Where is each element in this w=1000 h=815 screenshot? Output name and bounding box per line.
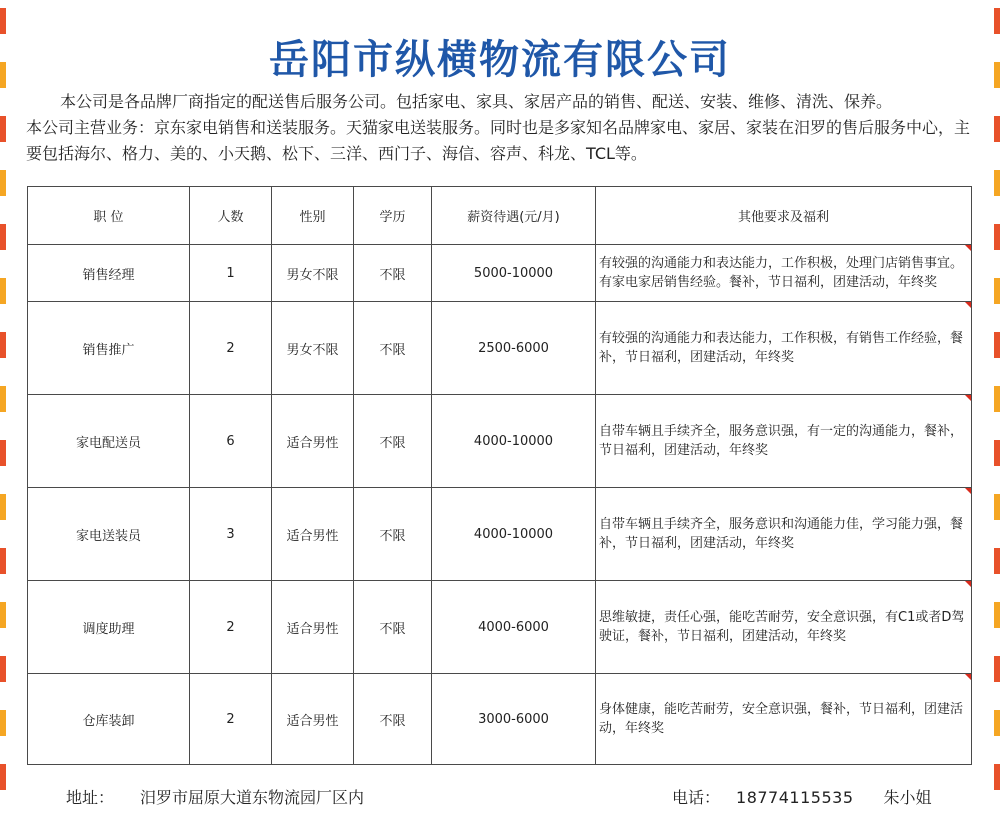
edge-dash — [0, 8, 6, 34]
job-table — [27, 186, 972, 765]
edge-dash — [0, 440, 6, 466]
cell-requirements — [596, 302, 972, 395]
cell-count: 1 — [190, 245, 272, 302]
comment-marker-icon — [965, 581, 971, 587]
phone-label: 电话： — [672, 788, 721, 807]
comment-marker-icon — [965, 395, 971, 401]
cell-salary: 5000-10000 — [432, 245, 596, 302]
edge-dash — [994, 224, 1000, 250]
edge-dash — [0, 548, 6, 574]
cell-count: 2 — [190, 302, 272, 395]
address-label: 地址： — [66, 788, 115, 807]
contact-footer — [0, 784, 1000, 812]
cell-salary: 3000-6000 — [432, 674, 596, 765]
cell-requirements — [596, 674, 972, 765]
cell-count: 3 — [190, 488, 272, 581]
header-count: 人数 — [190, 187, 272, 245]
intro-paragraph-2: 本公司主营业务：京东家电销售和送装服务。天猫家电送装服务。同时也是多家知名品牌家电、家居、家装在汨罗的售后服务中心，主要包括海尔、格力、美的、小天鹅、松下、三洋、西门子、海信、容声、科龙、TCL等。 — [26, 118, 971, 163]
requirements-text: 有较强的沟通能力和表达能力，工作积极，处理门店销售事宜。有家电家居销售经验。餐补，节日福利，团建活动，年终奖 — [599, 256, 964, 290]
header-position: 职 位 — [28, 187, 190, 245]
edge-dash — [994, 656, 1000, 682]
cell-education: 不限 — [354, 674, 432, 765]
cell-requirements — [596, 245, 972, 302]
cell-position: 家电配送员 — [28, 395, 190, 488]
phone-block — [672, 784, 932, 812]
cell-gender: 男女不限 — [272, 302, 354, 395]
cell-gender: 适合男性 — [272, 395, 354, 488]
cell-salary: 4000-10000 — [432, 395, 596, 488]
contact-name: 朱小姐 — [883, 788, 932, 807]
edge-dash — [0, 710, 6, 736]
requirements-text: 自带车辆且手续齐全，服务意识和沟通能力佳，学习能力强，餐补，节日福利，团建活动，年终奖 — [599, 517, 964, 551]
cell-position: 调度助理 — [28, 581, 190, 674]
cell-position: 仓库装卸 — [28, 674, 190, 765]
cell-count: 6 — [190, 395, 272, 488]
table-row — [28, 395, 972, 488]
cell-position: 家电送装员 — [28, 488, 190, 581]
cell-gender: 适合男性 — [272, 581, 354, 674]
left-decorative-edge — [0, 0, 6, 815]
edge-dash — [994, 332, 1000, 358]
cell-education: 不限 — [354, 245, 432, 302]
header-education: 学历 — [354, 187, 432, 245]
header-gender: 性别 — [272, 187, 354, 245]
address-value: 汨罗市屈原大道东物流园厂区内 — [140, 788, 365, 807]
requirements-text: 身体健康，能吃苦耐劳，安全意识强，餐补，节日福利，团建活动，年终奖 — [599, 702, 964, 736]
cell-education: 不限 — [354, 395, 432, 488]
cell-count: 2 — [190, 674, 272, 765]
header-salary: 薪资待遇(元/月) — [432, 187, 596, 245]
table-row — [28, 245, 972, 302]
cell-gender: 适合男性 — [272, 488, 354, 581]
comment-marker-icon — [965, 674, 971, 680]
edge-dash — [994, 440, 1000, 466]
table-header-row — [28, 187, 972, 245]
edge-dash — [994, 710, 1000, 736]
edge-dash — [0, 602, 6, 628]
cell-position: 销售推广 — [28, 302, 190, 395]
edge-dash — [994, 278, 1000, 304]
requirements-text: 有较强的沟通能力和表达能力，工作积极，有销售工作经验，餐补，节日福利，团建活动，年终奖 — [599, 331, 964, 365]
edge-dash — [0, 656, 6, 682]
requirements-text: 自带车辆且手续齐全，服务意识强，有一定的沟通能力，餐补，节日福利，团建活动，年终奖 — [599, 424, 964, 458]
edge-dash — [0, 170, 6, 196]
table-row — [28, 581, 972, 674]
cell-gender: 适合男性 — [272, 674, 354, 765]
header-requirements: 其他要求及福利 — [596, 187, 972, 245]
edge-dash — [994, 386, 1000, 412]
edge-dash — [0, 224, 6, 250]
table-row — [28, 674, 972, 765]
comment-marker-icon — [965, 302, 971, 308]
cell-requirements — [596, 488, 972, 581]
cell-education: 不限 — [354, 581, 432, 674]
requirements-text: 思维敏捷，责任心强，能吃苦耐劳，安全意识强，有C1或者D驾驶证，餐补，节日福利，团建活动，年终奖 — [599, 610, 965, 644]
edge-dash — [994, 494, 1000, 520]
cell-salary: 4000-10000 — [432, 488, 596, 581]
cell-salary: 2500-6000 — [432, 302, 596, 395]
company-intro — [26, 89, 976, 167]
cell-gender: 男女不限 — [272, 245, 354, 302]
comment-marker-icon — [965, 488, 971, 494]
edge-dash — [0, 278, 6, 304]
edge-dash — [0, 386, 6, 412]
edge-dash — [994, 602, 1000, 628]
cell-education: 不限 — [354, 488, 432, 581]
table-row — [28, 302, 972, 395]
right-decorative-edge — [994, 0, 1000, 815]
cell-count: 2 — [190, 581, 272, 674]
cell-education: 不限 — [354, 302, 432, 395]
edge-dash — [994, 116, 1000, 142]
edge-dash — [994, 8, 1000, 34]
edge-dash — [0, 116, 6, 142]
edge-dash — [0, 494, 6, 520]
intro-paragraph-1: 本公司是各品牌厂商指定的配送售后服务公司。包括家电、家具、家居产品的销售、配送、安装、维修、清洗、保养。 — [60, 92, 893, 111]
comment-marker-icon — [965, 245, 971, 251]
address-block — [66, 784, 364, 812]
cell-requirements — [596, 395, 972, 488]
cell-salary: 4000-6000 — [432, 581, 596, 674]
company-title: 岳阳市纵横物流有限公司 — [269, 37, 731, 83]
edge-dash — [0, 332, 6, 358]
table-row — [28, 488, 972, 581]
cell-position: 销售经理 — [28, 245, 190, 302]
cell-requirements — [596, 581, 972, 674]
phone-number: 18774115535 — [736, 788, 854, 807]
edge-dash — [994, 170, 1000, 196]
edge-dash — [994, 548, 1000, 574]
